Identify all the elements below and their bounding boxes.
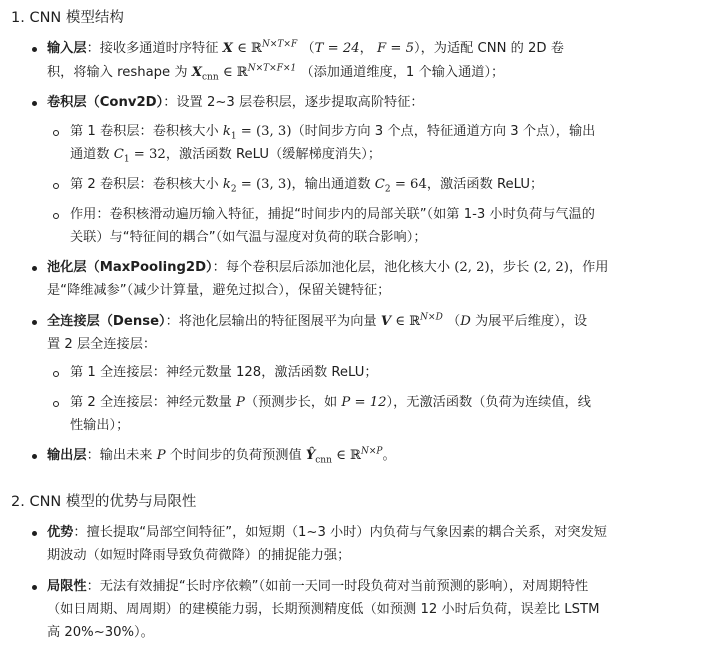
input-layer-line-1: 输入层：接收多通道时序特征 X ∈ ℝ$^{N\times T\times F}$ （T = 24， F = 5），为适配 CNN 的 2D 卷 <box>47 39 564 56</box>
advantage-line-1: 优势：擅长提取“局部空间特征”，如短期（1~3 小时）内负荷与气象因素的耦合关系，对突发短 <box>47 525 607 540</box>
output-layer-label: 输出层 <box>47 448 87 463</box>
conv-sub-3-line-1: 作用：卷积核滑动遍历输入特征，捕捉“时间步内的局部关联”（如第 1-3 小时负荷与气温的 <box>70 207 595 222</box>
sub-bullet-conv-2 <box>53 183 59 189</box>
pool-layer-line-2: 是“降维减参”（减少计算量，避免过拟合），保留关键特征； <box>47 283 391 298</box>
output-layer-line: 输出层：输出未来 P 个时间步的负荷预测值 $Ŷ_{cnn}$ ∈ ℝ$^{N\times P}$。 <box>47 446 396 466</box>
conv-sub-1-line-2: 通道数 $C_1 = 32$，激活函数 ReLU（缓解梯度消失）； <box>70 147 382 165</box>
pool-layer-label: 池化层（MaxPooling2D） <box>47 260 213 275</box>
advantage-line-2: 期波动（如短时降雨导致负荷微降）的捕捉能力强； <box>47 548 351 563</box>
conv-layer-label: 卷积层（Conv2D） <box>47 95 164 110</box>
dense-sub-1-line: 第 1 全连接层：神经元数量 128，激活函数 ReLU； <box>70 365 378 380</box>
bullet-limitation <box>32 585 37 590</box>
bullet-conv-layer <box>32 101 37 106</box>
bullet-advantage <box>32 531 37 536</box>
limitation-line-1: 局限性：无法有效捕捉“长时序依赖”（如前一天同一时段负荷对当前预测的影响），对周期特性 <box>47 579 589 594</box>
dense-layer-label: 全连接层（Dense） <box>47 314 166 329</box>
pool-layer-line-1: 池化层（MaxPooling2D）：每个卷积层后添加池化层，池化核大小 (2, 2)，步长 (2, 2)，作用 <box>47 260 609 275</box>
input-layer-label: 输入层 <box>47 41 87 56</box>
section-2-title: 2. CNN 模型的优势与局限性 <box>11 494 197 510</box>
section-1-title: 1. CNN 模型结构 <box>11 10 124 26</box>
conv-layer-line: 卷积层（Conv2D）：设置 2~3 层卷积层，逐步提取高阶特征： <box>47 95 424 110</box>
sub-bullet-dense-1 <box>53 371 59 377</box>
limitation-line-3: 高 20%~30%）。 <box>47 625 154 640</box>
sub-bullet-conv-3 <box>53 213 59 219</box>
dense-layer-line-2: 置 2 层全连接层： <box>47 337 157 352</box>
input-layer-line-2: 积，将输入 reshape 为 $X_{cnn}$ ∈ ℝ$^{N\times T\times F\times 1}$ （添加通道维度，1 个输入通道）； <box>47 63 505 83</box>
dense-sub-2-line-2: 性输出）； <box>70 418 130 433</box>
dense-layer-line-1: 全连接层（Dense）：将池化层输出的特征图展平为向量 V ∈ ℝ$^{N\times D}$ （D 为展平后维度），设 <box>47 312 588 329</box>
conv-sub-2-line: 第 2 卷积层：卷积核大小 $k_2 = (3$, 3)，输出通道数 $C_2 = 64$，激活函数 ReLU； <box>70 177 544 195</box>
sub-bullet-conv-1 <box>53 130 59 136</box>
bullet-input-layer <box>32 47 37 52</box>
bullet-output-layer <box>32 454 37 459</box>
conv-sub-3-line-2: 关联）与“特征间的耦合”（如气温与湿度对负荷的联合影响）； <box>70 230 427 245</box>
dense-sub-2-line-1: 第 2 全连接层：神经元数量 P（预测步长，如 P = 12），无激活函数（负荷为连续值，线 <box>70 395 591 410</box>
limitation-line-2: （如日周期、周周期）的建模能力弱，长期预测精度低（如预测 12 小时后负荷，误差比 LSTM <box>47 602 600 617</box>
bullet-pool-layer <box>32 266 37 271</box>
limitation-label: 局限性 <box>47 579 87 594</box>
bullet-dense-layer <box>32 320 37 325</box>
sub-bullet-dense-2 <box>53 401 59 407</box>
conv-sub-1-line-1: 第 1 卷积层：卷积核大小 $k_1 = (3$, 3)（时间步方向 3 个点，特征通道方向 3 个点），输出 <box>70 124 596 142</box>
advantage-label: 优势 <box>47 525 74 540</box>
